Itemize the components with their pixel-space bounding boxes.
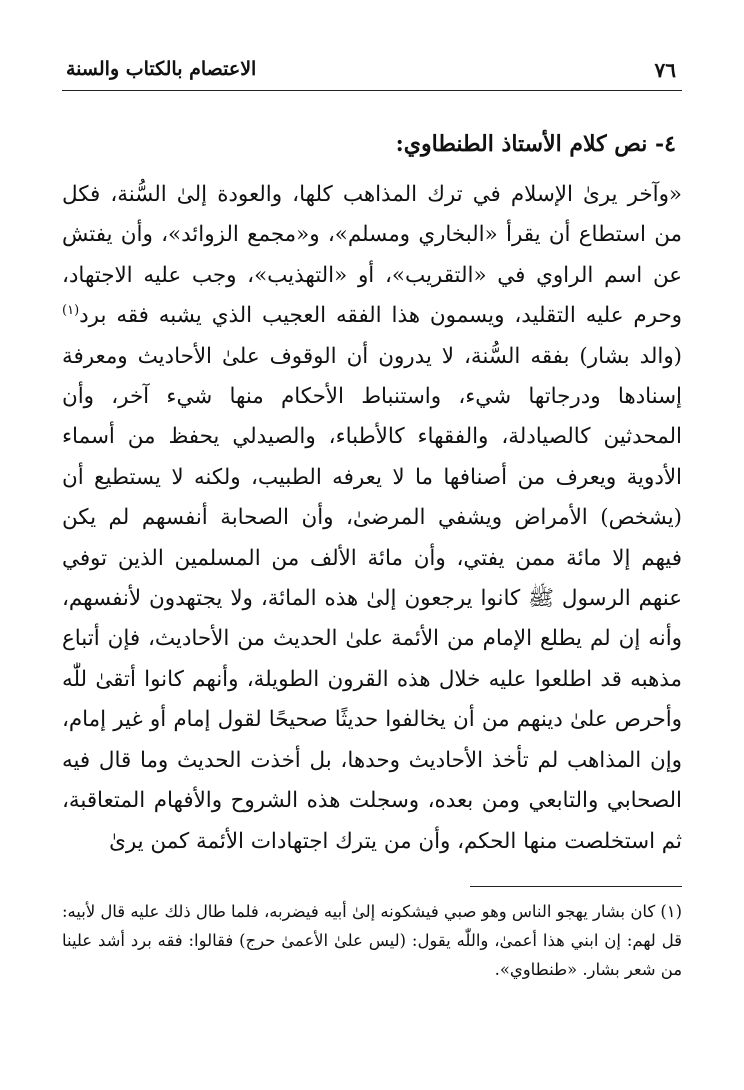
section-heading: ٤- نص كلام الأستاذ الطنطاوي: [395,131,676,157]
footnotes [62,897,682,984]
body-text-before-ref: «وآخر يرىٰ الإسلام في ترك المذاهب كلها، والعودة إلىٰ السُّنة، فكل من استطاع أن يقرأ «البخاري ومسلم»، و«مجمع الزوائد»، وأن يفتش عن اسم الراوي في «التقريب»، أو «التهذيب»، وجب عليه الاجتهاد، وحرم عليه التقليد، ويسمون هذا الفقه العجيب الذي يشبه فقه برد [62,182,682,329]
book-page [62,52,682,1062]
footnote-reference[interactable]: (١) [62,303,80,319]
footnote-text: (١) كان بشار يهجو الناس وهو صبي فيشكونه إلىٰ أبيه فيضربه، فلما طال ذلك عليه قال لأبيه: قل لهم: إن ابني هذا أعمىٰ، واللّٰه يقول: (ليس علىٰ الأعمىٰ حرج) فقالوا: فقه برد أشد علينا من شعر بشار. «طنطاوي». [62,901,682,979]
body-text-after-ref: (والد بشار) بفقه السُّنة، لا يدرون أن الوقوف علىٰ الأحاديث ومعرفة إسنادها ودرجاتها شيء، واستنباط الأحكام منها شيء آخر، وأن المحدثين كالصيادلة، والفقهاء كالأطباء، والصيدلي يحفظ من أسماء الأدوية ويعرف من أصنافها ما لا يعرفه الطبيب، ولكنه لا يستطيع أن (يشخص) الأمراض ويشفي المرضىٰ، وأن الصحابة أنفسهم لم يكن فيهم إلا مائة ممن يفتي، وأن مائة الألف من المسلمين الذين توفي عنهم الرسول ﷺ كانوا يرجعون إلىٰ هذه المائة، ولا يجتهدون لأنفسهم، وأنه إن لم يطلع الإمام من الأئمة علىٰ الحديث من الأحاديث، فإن أتباع مذهبه قد اطلعوا عليه خلال هذه القرون الطويلة، وأنهم كانوا أتقىٰ للّٰه وأحرص علىٰ دينهم من أن يخالفوا حديثًا صحيحًا لقول إمام أو غير إمام، وإن المذاهب لم تأخذ الأحاديث وحدها، بل أخذت الحديث وما قال فيه الصحابي والتابعي ومن بعده، وسجلت هذه الشروح والأفهام المتعاقبة، ثم استخلصت منها الحكم، وأن من يترك اجتهادات الأئمة كمن يرىٰ [62,343,682,854]
body-paragraph [62,175,682,862]
page-number: ٧٦ [654,58,676,82]
body-text [62,175,682,862]
footnote-divider [470,886,682,887]
running-header [62,52,682,91]
book-title: الاعتصام بالكتاب والسنة [66,58,257,80]
